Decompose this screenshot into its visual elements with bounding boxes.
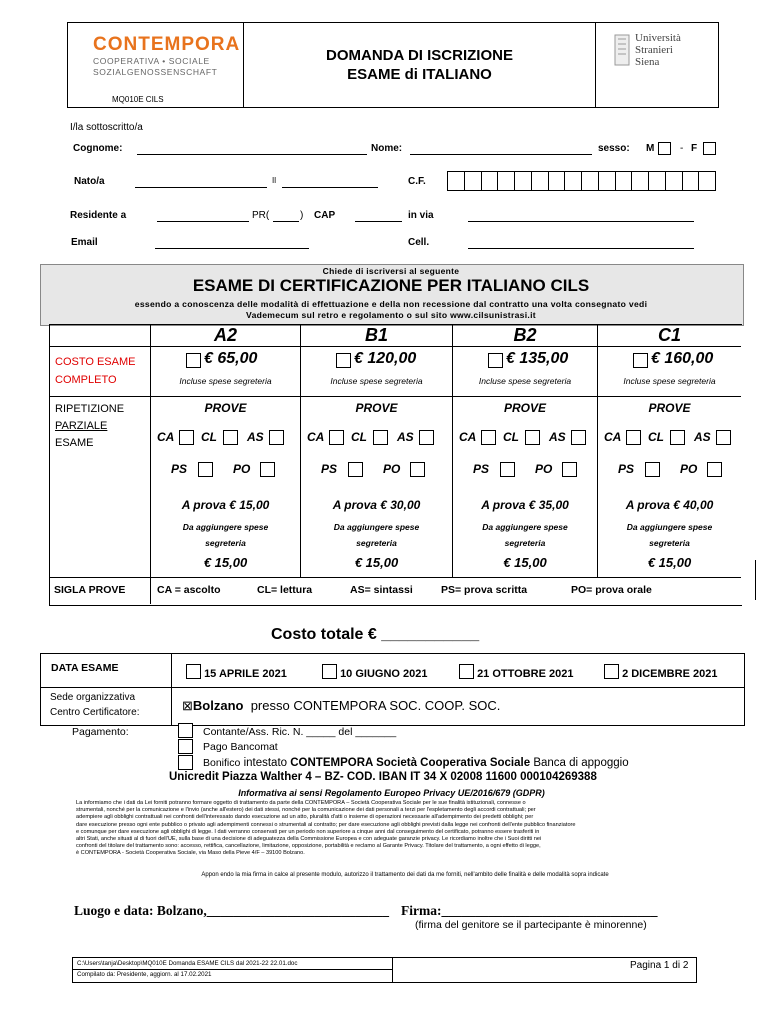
prova-label-ps: PS — [321, 462, 338, 476]
form-code: MQ010E CILS — [112, 95, 164, 104]
row-rule-1 — [49, 346, 741, 347]
email-label: Email — [71, 237, 98, 248]
prove-heading: PROVE — [355, 401, 398, 415]
provincia-field[interactable] — [273, 210, 299, 222]
prova-checkbox-as[interactable] — [419, 430, 434, 445]
level-price: € 135,00 — [506, 350, 569, 367]
costo-totale[interactable]: Costo totale € ___________ — [271, 626, 480, 643]
date-checkbox-3[interactable] — [459, 664, 474, 679]
prove-heading: PROVE — [503, 401, 546, 415]
sede-line1: Sede organizzativa — [50, 692, 136, 703]
prova-label-ps: PS — [171, 462, 188, 476]
prova-label-ca: CA — [459, 430, 477, 444]
footer-path: C:\Users\tanja\Desktop\MQ010E Domanda ESAME CILS dal 2021-22 22.01.doc — [77, 960, 298, 967]
bonifico-word: Bonifico — [203, 757, 241, 769]
cf-cell[interactable] — [498, 172, 515, 190]
privacy-line: e comunque per dare esecuzione agli obblighi di legge. I dati verranno conservati per un periodo non superiore a cinque anni dal conseguimento del certificato, potranno essere trasferiti in — [76, 828, 540, 835]
prova-checkbox-ca[interactable] — [329, 430, 344, 445]
prova-checkbox-as[interactable] — [571, 430, 586, 445]
segreteria-fee: € 15,00 — [647, 555, 692, 570]
privacy-line: strumentali, nonché per la comunicazione e l'invio (anche all'estero) dei dati stessi, nonché per la comunicazione dei dati personali a terzi per l'espletamento degli accordi contrattuali; per — [76, 807, 536, 814]
prova-checkbox-ps[interactable] — [348, 462, 363, 477]
codice-fiscale-grid[interactable] — [447, 171, 716, 191]
level-price: € 160,00 — [651, 350, 714, 367]
firma-note: (firma del genitore se il partecipante è minorenne) — [415, 919, 647, 931]
sesso-m-label: M — [646, 143, 655, 154]
sesso-f-label: F — [691, 143, 698, 154]
intestato-word: intestato — [243, 757, 288, 769]
sede-line2: Centro Certificatore: — [50, 707, 140, 718]
residente-label: Residente a — [70, 210, 127, 221]
date-col-rule — [171, 653, 172, 725]
cell-label: Cell. — [408, 237, 430, 248]
da-aggiungere-1: Da aggiungere spese — [626, 522, 713, 532]
residente-field[interactable] — [157, 210, 249, 222]
date-checkbox-2[interactable] — [322, 664, 337, 679]
cf-cell[interactable] — [616, 172, 633, 190]
privacy-line: adempiere agli obblighi contrattuali nei confronti dell'interessato dando esecuzione ad un atto, pluralità d'atti o insieme di operazioni necessarie all'adempimento dei predetti obblighi; per — [76, 814, 534, 821]
level-price-note: Incluse spese segreteria — [478, 376, 572, 386]
segreteria-fee: € 15,00 — [354, 555, 399, 570]
sesso-label: sesso: — [598, 143, 630, 154]
cf-cell[interactable] — [632, 172, 649, 190]
il-label: Il — [272, 176, 276, 185]
level-price: € 120,00 — [354, 350, 417, 367]
privacy-line: La informiamo che i dati da Lei forniti potranno formare oggetto di trattamento da parte della CONTEMPORA – Società Cooperativa Sociale per le sue finalità istituzionali, connesse o — [76, 800, 526, 806]
level-price: € 65,00 — [204, 350, 258, 367]
sede-checked-box-icon[interactable]: ⊠ — [182, 698, 193, 713]
prova-checkbox-po[interactable] — [410, 462, 425, 477]
date-option-2[interactable] — [322, 664, 428, 680]
cf-label: C.F. — [408, 176, 426, 187]
privacy-consent: Appon endo la mia firma in calce al presente modulo, autorizzo il trattamento dei dati da me forniti, nell'ambito delle finalità e delle modalità sopra indicate — [201, 872, 609, 878]
prova-checkbox-po[interactable] — [562, 462, 577, 477]
prova-label-as: AS — [397, 430, 414, 444]
cf-cell[interactable] — [599, 172, 616, 190]
cf-cell[interactable] — [683, 172, 700, 190]
footer-rule-v — [392, 957, 393, 982]
edge-marks — [755, 560, 770, 600]
date-option-3[interactable] — [459, 664, 573, 680]
rip-line1: RIPETIZIONE — [55, 403, 125, 415]
prova-label-cl: CL — [648, 430, 664, 444]
cf-cell[interactable] — [565, 172, 582, 190]
legend-as: AS= sintassi — [350, 584, 413, 596]
cf-cell[interactable] — [582, 172, 599, 190]
luogo-data[interactable]: Luogo e data: Bolzano,___________________________ — [74, 903, 390, 918]
da-aggiungere-2: segreteria — [649, 538, 690, 548]
university-emblem-icon — [612, 34, 632, 66]
cognome-field[interactable] — [137, 143, 367, 155]
prova-price: A prova € 40,00 — [625, 498, 714, 512]
firma[interactable]: Firma:________________________________ — [401, 903, 658, 918]
level-price-note: Incluse spese segreteria — [623, 376, 716, 386]
level-checkbox-c1[interactable] — [633, 353, 648, 368]
privacy-line: altri Stati, anche situati al di fuori dell'UE, sulla base di una decisione di adeguatezza della Commissione Europea e con adeguate garanzie privacy. Le ricordiamo inoltre che i Suoi diritti nei — [76, 836, 542, 843]
prova-label-ca: CA — [307, 430, 325, 444]
date-rule — [40, 687, 744, 688]
contempora-logo — [93, 34, 241, 78]
prove-heading: PROVE — [648, 401, 691, 415]
row-rule-3 — [49, 577, 741, 578]
bank-details: Unicredit Piazza Walther 4 – BZ- COD. IBAN IT 34 X 02008 11600 000104269388 — [169, 771, 597, 783]
legend-cl: CL= lettura — [257, 584, 313, 596]
level-name-b1: B1 — [364, 325, 388, 345]
da-aggiungere-1: Da aggiungere spese — [333, 522, 420, 532]
row-rule-2 — [49, 396, 741, 397]
pay-bonifico-label — [203, 757, 629, 769]
privacy-line: confronti del titolare del trattamento sono: accesso, rettifica, cancellazione, limitazione, opposizione, portabilità e reclamo al Garante Privacy. Titolare del trattamento, a ogni effetto di legge, — [76, 843, 541, 850]
via-field[interactable] — [468, 210, 694, 222]
intro-text: I/la sottoscritto/a — [70, 122, 143, 133]
date-label-2: 10 GIUGNO 2021 — [340, 668, 428, 680]
pay-contante-label: Contante/Ass. Ric. N. _____ del _______ — [203, 726, 397, 738]
nome-label: Nome: — [371, 143, 403, 154]
segreteria-fee: € 15,00 — [203, 555, 248, 570]
privacy-title: Informativa ai sensi Regolamento Europeo Privacy UE/2016/679 (GDPR) — [238, 788, 545, 798]
prova-label-as: AS — [694, 430, 711, 444]
prova-label-po: PO — [680, 462, 698, 476]
level-name-c1: C1 — [657, 325, 681, 345]
legend-ps: PS= prova scritta — [441, 584, 528, 596]
date-checkbox-1[interactable] — [186, 664, 201, 679]
prova-label-po: PO — [233, 462, 251, 476]
prova-checkbox-cl[interactable] — [525, 430, 540, 445]
prova-checkbox-as[interactable] — [716, 430, 731, 445]
cap-label: CAP — [314, 210, 336, 221]
date-option-4[interactable] — [604, 664, 717, 680]
prove-heading: PROVE — [204, 401, 247, 415]
prova-price: A prova € 35,00 — [481, 498, 569, 512]
pr-close: ) — [300, 210, 304, 221]
sede-city: Bolzano — [192, 698, 244, 713]
footer-rule-h — [72, 969, 392, 970]
pagamento-label: Pagamento: — [72, 726, 129, 738]
prova-label-as: AS — [549, 430, 566, 444]
prova-checkbox-ca[interactable] — [179, 430, 194, 445]
sede-value[interactable] — [182, 698, 500, 714]
segreteria-fee: € 15,00 — [503, 555, 547, 570]
date-label-3: 21 OTTOBRE 2021 — [477, 668, 574, 680]
prova-label-ps: PS — [473, 462, 490, 476]
cf-cell[interactable] — [666, 172, 683, 190]
prova-checkbox-ps[interactable] — [198, 462, 213, 477]
footer-compilato: Compilato da: Presidente, aggiorn. al 17.02.2021 — [77, 971, 212, 978]
cognome-label: Cognome: — [73, 143, 123, 154]
footer-page: Pagina 1 di 2 — [630, 960, 689, 971]
prova-label-cl: CL — [201, 430, 217, 444]
legend-ca: CA = ascolto — [157, 584, 221, 596]
da-aggiungere-1: Da aggiungere spese — [482, 522, 568, 532]
prova-checkbox-cl[interactable] — [373, 430, 388, 445]
prova-checkbox-cl[interactable] — [223, 430, 238, 445]
pay-contante-checkbox[interactable] — [178, 723, 193, 738]
level-checkbox-b1[interactable] — [336, 353, 351, 368]
da-aggiungere-2: segreteria — [504, 538, 546, 548]
uni-line1: Università — [635, 32, 681, 44]
logo-name: CONTEMPORA — [93, 34, 241, 55]
level-price-note: Incluse spese segreteria — [330, 376, 423, 386]
data-esame-label: DATA ESAME — [51, 662, 119, 674]
sede-presso: presso CONTEMPORA SOC. COOP. SOC. — [250, 698, 501, 713]
prova-checkbox-ca[interactable] — [626, 430, 641, 445]
prova-checkbox-cl[interactable] — [670, 430, 685, 445]
level-name-a2: A2 — [213, 325, 237, 345]
cf-cell[interactable] — [448, 172, 465, 190]
da-aggiungere-2: segreteria — [356, 538, 397, 548]
cert-title: ESAME DI CERTIFICAZIONE PER ITALIANO CILS — [192, 276, 590, 295]
pay-bancomat-label: Pago Bancomat — [203, 741, 278, 753]
privacy-line: dare esecuzione presso ogni ente pubblico o privato agli adempimenti connessi o strumentali al contratto; per dare esecuzione agli obblighi previsti dalla legge nei confronti dell'ente pubblico finanziatore — [76, 821, 576, 828]
prova-label-ps: PS — [618, 462, 635, 476]
prova-label-ca: CA — [604, 430, 622, 444]
cert-line1: essendo a conoscenza delle modalità di effettuazione e della non recessione dal contratto una volta consegnato vedi — [134, 299, 648, 309]
cell-field[interactable] — [468, 237, 694, 249]
prova-price: A prova € 30,00 — [332, 498, 421, 512]
banca-appoggio: Banca di appoggio — [533, 757, 629, 769]
prova-checkbox-ps[interactable] — [500, 462, 515, 477]
prova-label-po: PO — [383, 462, 401, 476]
prova-label-po: PO — [535, 462, 553, 476]
nato-label: Nato/a — [74, 176, 105, 187]
uni-line3: Siena — [635, 56, 660, 68]
rip-line3: ESAME — [55, 437, 94, 449]
prova-checkbox-ps[interactable] — [645, 462, 660, 477]
costo-line2: COMPLETO — [55, 374, 117, 386]
date-label-4: 2 DICEMBRE 2021 — [622, 668, 718, 680]
prova-checkbox-po[interactable] — [260, 462, 275, 477]
date-checkbox-4[interactable] — [604, 664, 619, 679]
sesso-f-checkbox[interactable] — [703, 142, 716, 155]
privacy-body — [76, 800, 724, 858]
costo-label — [55, 353, 135, 389]
prova-checkbox-as[interactable] — [269, 430, 284, 445]
date-label-1: 15 APRILE 2021 — [204, 668, 287, 680]
uni-line2: Stranieri — [635, 44, 673, 56]
birthdate-field[interactable] — [282, 176, 378, 188]
legend-po: PO= prova orale — [571, 584, 652, 596]
cf-cell[interactable] — [649, 172, 666, 190]
sesso-dash: - — [680, 143, 684, 154]
logo-line3: SOZIALGENOSSENSCHAFT — [93, 67, 218, 77]
prova-checkbox-ca[interactable] — [481, 430, 496, 445]
chiede-text: Chiede di iscriversi al seguente — [322, 266, 460, 276]
costo-line1: COSTO ESAME — [55, 356, 136, 368]
nome-field[interactable] — [410, 143, 592, 155]
sigla-label: SIGLA PROVE — [54, 584, 126, 596]
level-price-note: Incluse spese segreteria — [179, 376, 272, 386]
cf-cell[interactable] — [532, 172, 549, 190]
header-divider-right — [595, 22, 596, 107]
pay-bancomat-checkbox[interactable] — [178, 739, 193, 754]
title-line1: DOMANDA DI ISCRIZIONE — [326, 47, 513, 64]
ripetizione-label — [55, 401, 124, 452]
via-label: in via — [408, 210, 434, 221]
pr-label: PR( — [252, 210, 270, 221]
cf-cell[interactable] — [699, 172, 716, 190]
prova-price: A prova € 15,00 — [181, 498, 270, 512]
level-checkbox-a2[interactable] — [186, 353, 201, 368]
prova-label-cl: CL — [503, 430, 519, 444]
beneficiary: CONTEMPORA Società Cooperativa Sociale — [290, 757, 531, 769]
cf-cell[interactable] — [549, 172, 566, 190]
prova-label-as: AS — [247, 430, 264, 444]
sede-label — [50, 690, 139, 720]
level-name-b2: B2 — [513, 325, 537, 345]
da-aggiungere-2: segreteria — [205, 538, 246, 548]
cf-cell[interactable] — [482, 172, 499, 190]
pay-bonifico-checkbox[interactable] — [178, 755, 193, 770]
date-option-1[interactable] — [186, 664, 287, 680]
privacy-line: è CONTEMPORA - Società Cooperativa Sociale, via Maso della Pieve 4/F – 39100 Bolzano. — [76, 850, 305, 857]
logo-line2: COOPERATIVA • SOCIALE — [93, 56, 210, 66]
form-title — [244, 46, 595, 84]
cf-cell[interactable] — [515, 172, 532, 190]
level-checkbox-b2[interactable] — [488, 353, 503, 368]
cert-line2: Vademecum sul retro e regolamento o sul sito www.cilsunistrasi.it — [246, 310, 536, 320]
rip-line2: PARZIALE — [55, 420, 108, 432]
cap-field[interactable] — [355, 210, 402, 222]
nato-field[interactable] — [135, 176, 267, 188]
prova-checkbox-po[interactable] — [707, 462, 722, 477]
cf-cell[interactable] — [465, 172, 482, 190]
title-line2: ESAME di ITALIANO — [347, 66, 492, 83]
da-aggiungere-1: Da aggiungere spese — [182, 522, 269, 532]
prova-label-ca: CA — [157, 430, 175, 444]
sesso-m-checkbox[interactable] — [658, 142, 671, 155]
email-field[interactable] — [155, 237, 309, 249]
prova-label-cl: CL — [351, 430, 367, 444]
